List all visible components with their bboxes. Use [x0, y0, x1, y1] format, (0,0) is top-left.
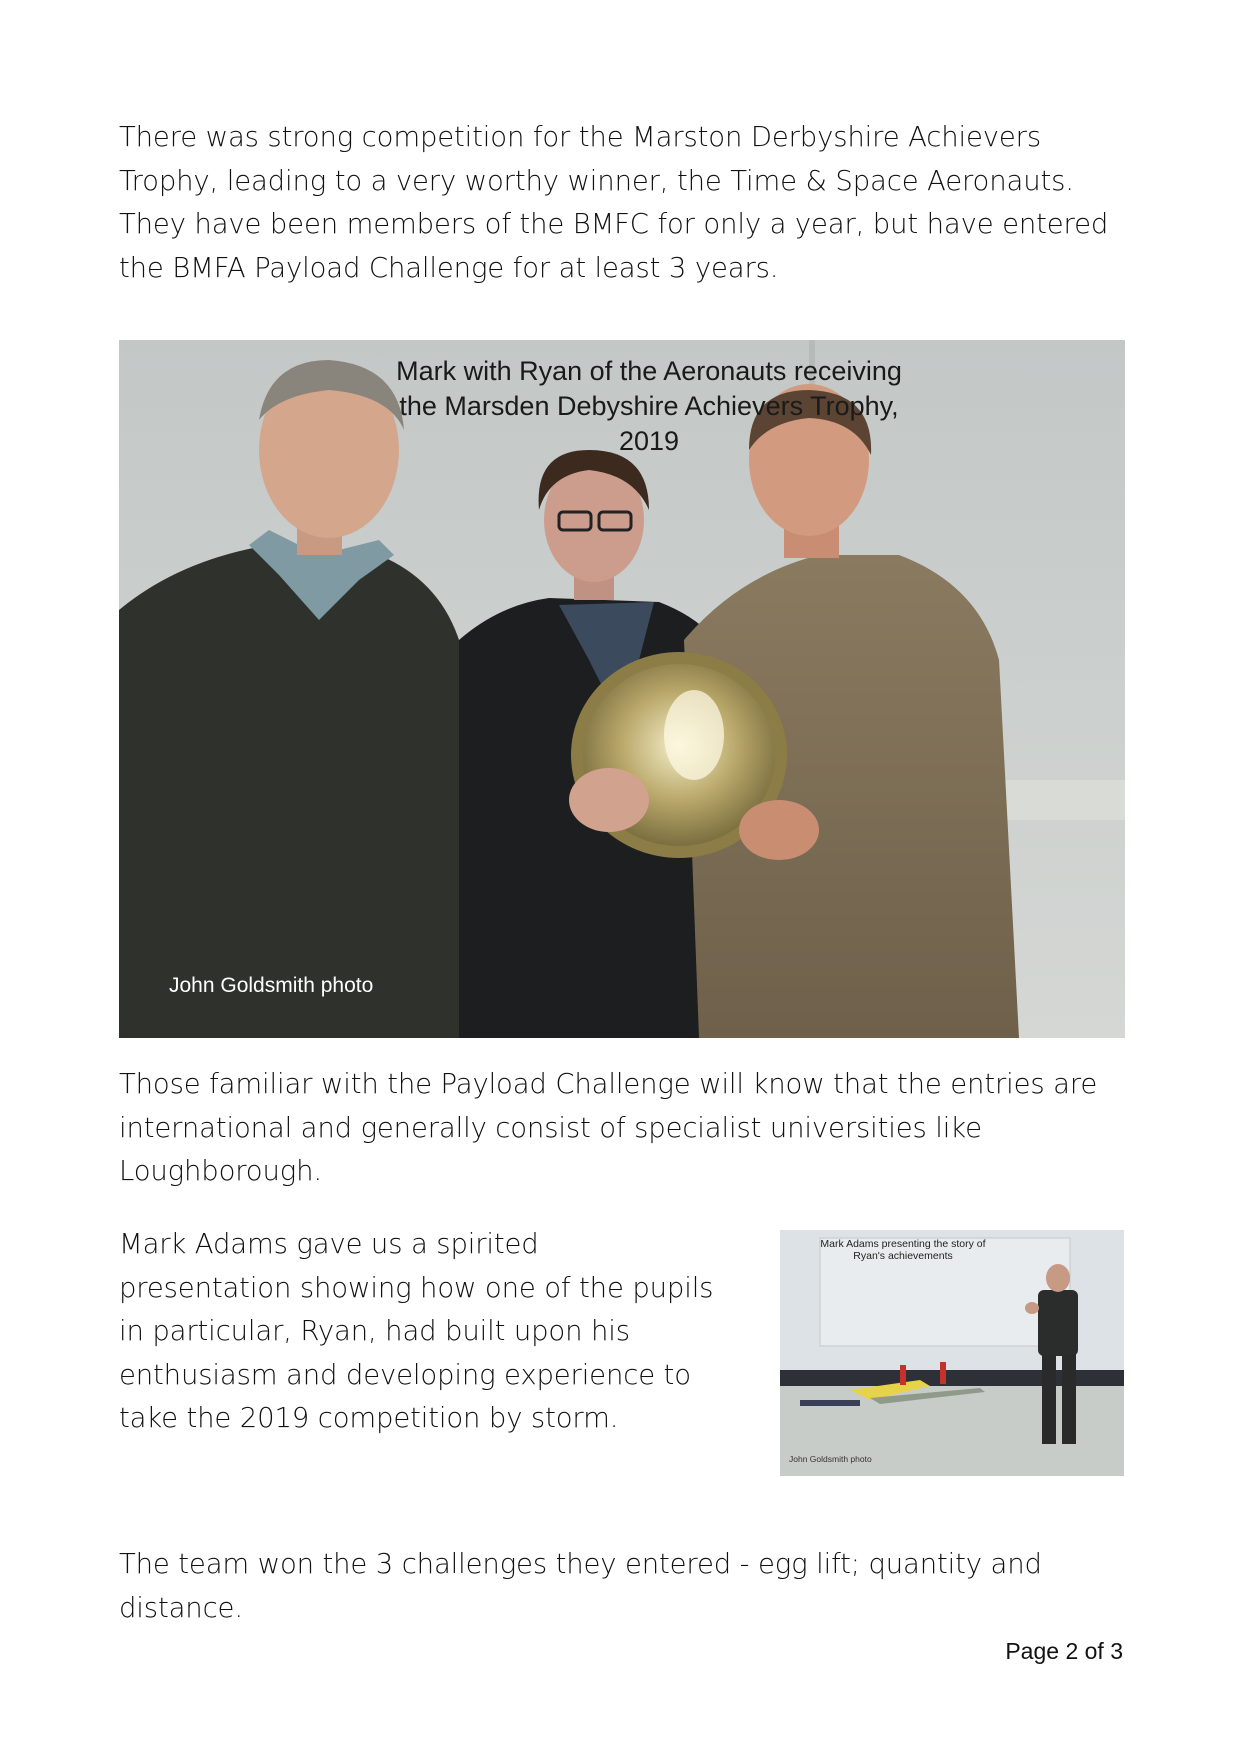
caption-line: the Marsden Debyshire Achievers Trophy, [399, 391, 899, 421]
familiar-paragraph: Those familiar with the Payload Challenge will know that the entries are international and generally consist of specialist universities like Loughborough. [119, 1068, 1098, 1187]
presentation-paragraph: Mark Adams gave us a spirited presentation showing how one of the pupils in particular, Ryan, had built upon his enthusiasm and developing experience to take the 2019 competition by storm. [119, 1228, 714, 1434]
caption-line: Mark Adams presenting the story of [820, 1238, 986, 1250]
caption-line: Mark with Ryan of the Aeronauts receiving [396, 356, 902, 386]
caption-line: 2019 [618, 426, 680, 456]
photo-credit: John Goldsmith photo [169, 974, 374, 997]
presentation-photo [780, 1230, 1124, 1476]
intro-paragraph: There was strong competition for the Marston Derbyshire Achievers Trophy, leading to a very worthy winner, the Time & Space Aeronauts. They have been members of the BMFC for only a year, but have entered the BMFA Payload Challenge for at least 3 years. [119, 121, 1109, 284]
trophy-presentation-photo [119, 340, 1125, 1038]
caption-line: Ryan's achievements [853, 1250, 953, 1262]
trophy-photo-caption [369, 354, 929, 459]
results-paragraph: The team won the 3 challenges they entered - egg lift; quantity and distance. [119, 1548, 1042, 1624]
page-number: Page 2 of 3 [1005, 1638, 1123, 1664]
photo-credit: John Goldsmith photo [789, 1454, 872, 1464]
presentation-photo-illustration [780, 1230, 1124, 1476]
presentation-photo-caption [808, 1238, 998, 1262]
